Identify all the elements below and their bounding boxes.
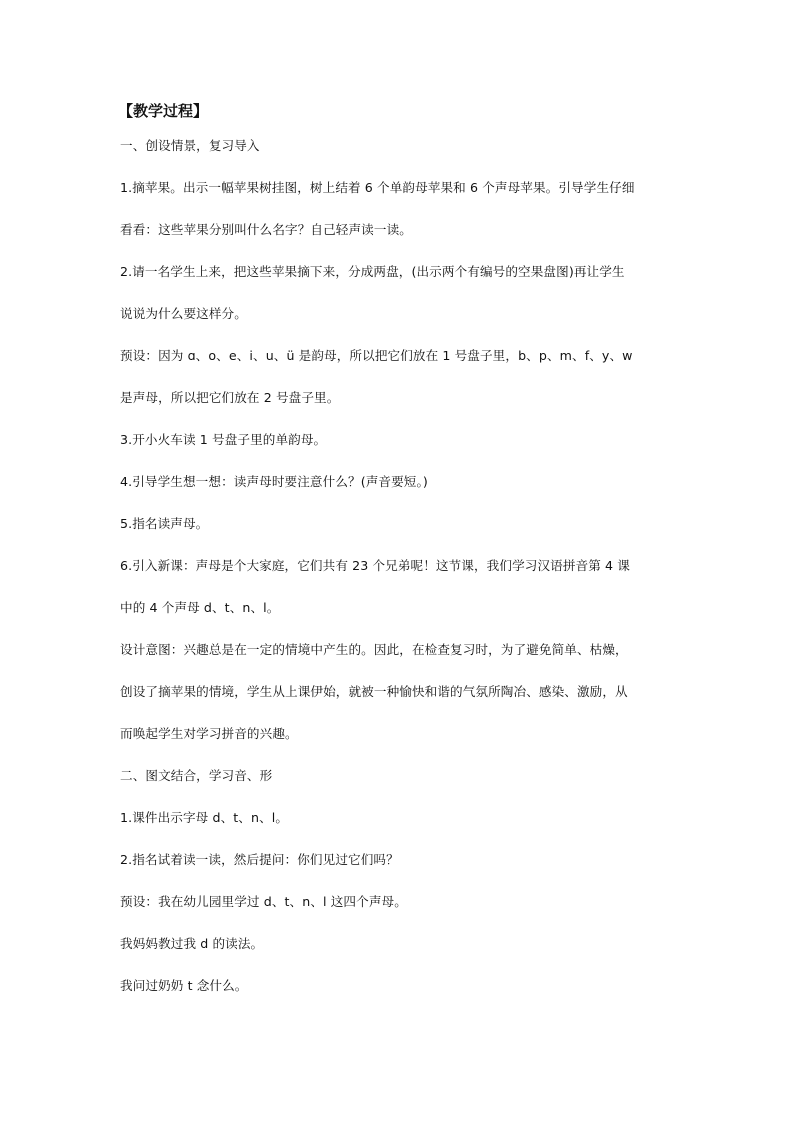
paragraph-line: 设计意图：兴趣总是在一定的情境中产生的。因此，在检查复习时，为了避免简单、枯燥， [120,642,628,657]
paragraph-line: 我妈妈教过我 d 的读法。 [120,936,264,951]
paragraph-line: 预设：因为 ɑ、o、e、i、u、ü 是韵母，所以把它们放在 1 号盘子里，b、p、m、f、y、w [120,348,633,363]
paragraph-line: 4.引导学生想一想：读声母时要注意什么？(声音要短。) [120,474,428,489]
paragraph-line: 创设了摘苹果的情境，学生从上课伊始，就被一种愉快和谐的气氛所陶冶、感染、激励，从 [120,684,628,699]
paragraph-line: 5.指名读声母。 [120,516,209,531]
paragraph-line: 2.指名试着读一读，然后提问：你们见过它们吗？ [120,852,399,867]
paragraph-line: 2.请一名学生上来，把这些苹果摘下来，分成两盘，(出示两个有编号的空果盘图)再让学生 [120,264,625,279]
section-title: 【教学过程】 [118,102,209,120]
paragraph-line: 预设：我在幼儿园里学过 d、t、n、l 这四个声母。 [120,894,407,909]
paragraph-line: 是声母，所以把它们放在 2 号盘子里。 [120,390,340,405]
heading-1: 一、创设情景，复习导入 [120,138,260,153]
paragraph-line: 说说为什么要这样分。 [120,306,247,321]
paragraph-line: 1.课件出示字母 d、t、n、l。 [120,810,289,825]
paragraph-line: 3.开小火车读 1 号盘子里的单韵母。 [120,432,327,447]
heading-2: 二、图文结合，学习音、形 [120,768,273,783]
paragraph-line: 1.摘苹果。出示一幅苹果树挂图，树上结着 6 个单韵母苹果和 6 个声母苹果。引导学生仔细 [120,180,635,195]
paragraph-line: 看看：这些苹果分别叫什么名字？自己轻声读一读。 [120,222,412,237]
paragraph-line: 而唤起学生对学习拼音的兴趣。 [120,726,298,741]
paragraph-line: 6.引入新课：声母是个大家庭，它们共有 23 个兄弟呢！这节课，我们学习汉语拼音第 4 课 [120,558,630,573]
paragraph-line: 我问过奶奶 t 念什么。 [120,978,248,993]
paragraph-line: 中的 4 个声母 d、t、n、l。 [120,600,280,615]
